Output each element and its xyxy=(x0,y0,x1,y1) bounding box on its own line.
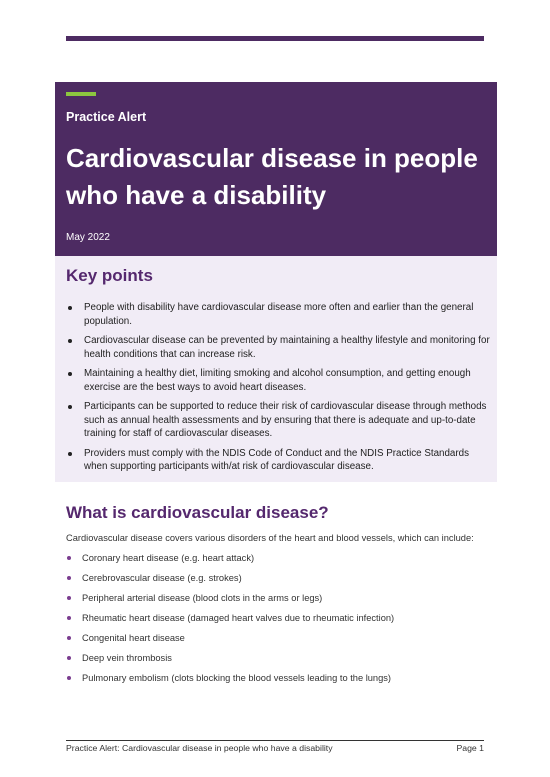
list-item-text: Rheumatic heart disease (damaged heart valves due to rheumatic infection) xyxy=(82,613,395,623)
list-item-text: Cardiovascular disease can be prevented by maintaining a healthy lifestyle and monitoring for health conditions that can increase risk. xyxy=(84,335,490,360)
list-item xyxy=(66,672,496,692)
bullet-icon xyxy=(67,656,71,660)
list-item-text: People with disability have cardiovascular disease more often and earlier than the general population. xyxy=(84,302,474,327)
page-number: Page 1 xyxy=(456,743,484,753)
list-item-text: Participants can be supported to reduce their risk of cardiovascular disease through methods such as annual health assessments and by ensuring that there is adequate and up-to-date training for staff of cardiovascular diseases. xyxy=(84,401,487,439)
publication-date: May 2022 xyxy=(66,232,110,243)
list-item xyxy=(66,400,490,441)
bullet-icon xyxy=(67,616,71,620)
footer-document-title: Practice Alert: Cardiovascular disease in people who have a disability xyxy=(66,743,333,753)
bullet-icon xyxy=(67,596,71,600)
section-heading: What is cardiovascular disease? xyxy=(66,503,329,522)
bullet-icon xyxy=(68,372,72,376)
key-points-list xyxy=(66,301,490,480)
top-divider xyxy=(66,36,484,41)
accent-bar xyxy=(66,92,96,96)
list-item xyxy=(66,632,496,652)
section-intro: Cardiovascular disease covers various disorders of the heart and blood vessels, which can include: xyxy=(66,533,474,543)
list-item-text: Providers must comply with the NDIS Code of Conduct and the NDIS Practice Standards when supporting participants with/at risk of cardiovascular disease. xyxy=(84,447,469,472)
list-item xyxy=(66,552,496,572)
bullet-icon xyxy=(67,676,71,680)
list-item-text: Deep vein thrombosis xyxy=(82,653,172,663)
list-item xyxy=(66,652,496,672)
bullet-icon xyxy=(67,576,71,580)
list-item xyxy=(66,301,490,328)
bullet-icon xyxy=(68,452,72,456)
list-item xyxy=(66,572,496,592)
bullet-icon xyxy=(67,636,71,640)
bullet-icon xyxy=(68,339,72,343)
list-item xyxy=(66,447,490,474)
key-points-heading: Key points xyxy=(66,266,153,285)
document-type-label: Practice Alert xyxy=(66,110,147,124)
list-item xyxy=(66,367,490,394)
page-title: Cardiovascular disease in people who have a disability xyxy=(66,143,478,210)
title-banner xyxy=(55,82,497,256)
list-item xyxy=(66,612,496,632)
footer-divider xyxy=(66,740,484,741)
key-points-panel xyxy=(55,256,497,482)
bullet-icon xyxy=(68,405,72,409)
list-item-text: Cerebrovascular disease (e.g. strokes) xyxy=(82,573,242,583)
list-item-text: Congenital heart disease xyxy=(82,633,185,643)
list-item-text: Peripheral arterial disease (blood clots in the arms or legs) xyxy=(82,593,323,603)
list-item-text: Pulmonary embolism (clots blocking the blood vessels leading to the lungs) xyxy=(82,673,392,683)
bullet-icon xyxy=(68,306,72,310)
list-item-text: Coronary heart disease (e.g. heart attack) xyxy=(82,553,255,563)
bullet-icon xyxy=(67,556,71,560)
list-item-text: Maintaining a healthy diet, limiting smoking and alcohol consumption, and getting enough exercise are the best ways to avoid heart diseases. xyxy=(84,368,471,393)
list-item xyxy=(66,334,490,361)
disease-list xyxy=(66,552,496,692)
list-item xyxy=(66,592,496,612)
